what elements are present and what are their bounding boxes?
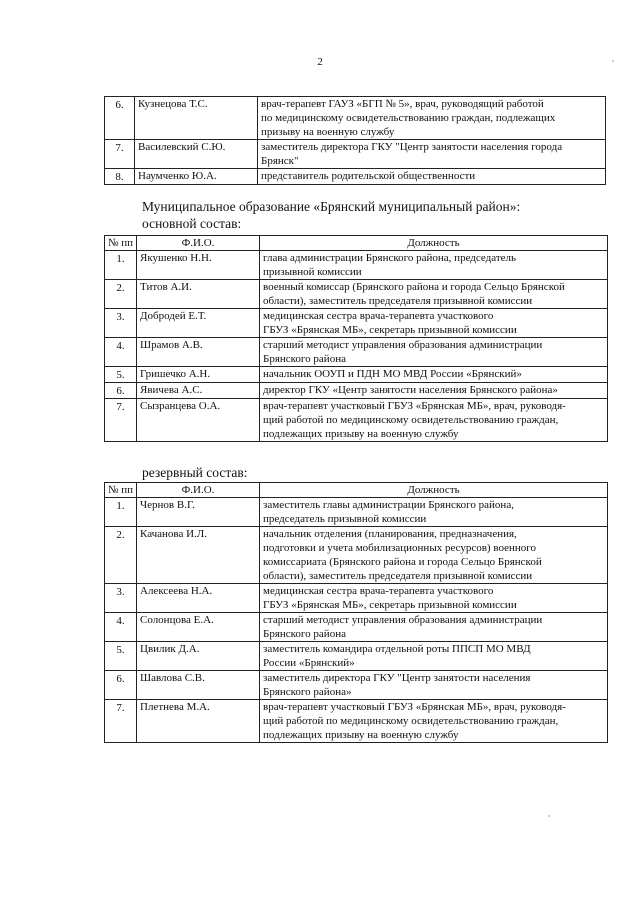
table-header-row <box>105 236 608 251</box>
position-line: медицинская сестра врача-терапевта участкового <box>263 310 494 322</box>
position-line: подготовки и учета мобилизационных ресурсов) военного <box>263 542 536 554</box>
member-position <box>260 613 608 642</box>
member-position <box>258 169 606 185</box>
member-name: Кузнецова Т.С. <box>135 97 258 140</box>
member-name: Качанова И.Л. <box>137 527 260 584</box>
member-position <box>260 527 608 584</box>
page-number: 2 <box>317 56 323 68</box>
position-line: старший методист управления образования администрации <box>263 614 543 626</box>
member-name: Шавлова С.В. <box>137 671 260 700</box>
header-number: № пп <box>105 483 137 498</box>
header-position: Должность <box>260 236 608 251</box>
row-number: 6. <box>105 671 137 700</box>
member-position <box>260 399 608 442</box>
member-position <box>260 367 608 383</box>
member-position <box>260 642 608 671</box>
member-position <box>258 140 606 169</box>
member-name: Сызранцева О.А. <box>137 399 260 442</box>
row-number: 5. <box>105 367 137 383</box>
member-name: Наумченко Ю.А. <box>135 169 258 185</box>
section-heading-line1: Муниципальное образование «Брянский муниципальный район»: <box>142 199 521 214</box>
row-number: 7. <box>105 399 137 442</box>
table-row <box>105 527 608 584</box>
position-line: заместитель директора ГКУ "Центр занятости населения города <box>261 141 563 153</box>
position-line: подлежащих призыву на военную службу <box>263 729 459 741</box>
member-name: Цвилик Д.А. <box>137 642 260 671</box>
member-position <box>260 280 608 309</box>
row-number: 1. <box>105 498 137 527</box>
position-line: медицинская сестра врача-терапевта участкового <box>263 585 494 597</box>
table-row <box>105 280 608 309</box>
table-row <box>105 97 606 140</box>
position-line: Брянского района» <box>263 686 352 698</box>
table-row <box>105 309 608 338</box>
table-row <box>105 700 608 743</box>
member-name: Солонцова Е.А. <box>137 613 260 642</box>
position-line: начальник отделения (планирования, предназначения, <box>263 528 517 540</box>
position-line: подлежащих призыву на военную службу <box>263 428 459 440</box>
table-row <box>105 671 608 700</box>
header-name: Ф.И.О. <box>137 236 260 251</box>
continued-members-table <box>104 96 606 185</box>
position-line: России «Брянский» <box>263 657 355 669</box>
position-line: директор ГКУ «Центр занятости населения Брянского района» <box>263 384 558 396</box>
row-number: 1. <box>105 251 137 280</box>
table-row <box>105 584 608 613</box>
member-position <box>260 309 608 338</box>
reserve-composition-table <box>104 482 608 743</box>
member-name: Явичева А.С. <box>137 383 260 399</box>
table-row <box>105 338 608 367</box>
position-line: области), заместитель председателя призывной комиссии <box>263 570 533 582</box>
position-line: области), заместитель председателя призывной комиссии <box>263 295 533 307</box>
position-line: заместитель командира отдельной роты ППСП МО МВД <box>263 643 531 655</box>
table-row <box>105 642 608 671</box>
position-line: призывной комиссии <box>263 266 362 278</box>
member-name: Добродей Е.Т. <box>137 309 260 338</box>
position-line: врач-терапевт ГАУЗ «БГП № 5», врач, руководящий работой <box>261 98 544 110</box>
position-line: Брянск" <box>261 155 299 167</box>
row-number: 6. <box>105 97 135 140</box>
position-line: Брянского района <box>263 628 346 640</box>
table-row <box>105 399 608 442</box>
section-heading-line2: основной состав: <box>142 216 242 231</box>
header-number: № пп <box>105 236 137 251</box>
position-line: щий работой по медицинскому освидетельствованию граждан, <box>263 414 559 426</box>
row-number: 3. <box>105 584 137 613</box>
table-row <box>105 498 608 527</box>
row-number: 4. <box>105 613 137 642</box>
member-name: Плетнева М.А. <box>137 700 260 743</box>
row-number: 6. <box>105 383 137 399</box>
position-line: представитель родительской общественности <box>261 170 476 182</box>
row-number: 2. <box>105 280 137 309</box>
position-line: ГБУЗ «Брянская МБ», секретарь призывной комиссии <box>263 599 517 611</box>
row-number: 3. <box>105 309 137 338</box>
member-position <box>260 251 608 280</box>
position-line: врач-терапевт участковый ГБУЗ «Брянская МБ», врач, руководя- <box>263 400 566 412</box>
member-position <box>260 338 608 367</box>
position-line: председатель призывной комиссии <box>263 513 427 525</box>
member-name: Якушенко Н.Н. <box>137 251 260 280</box>
position-line: призыву на военную службу <box>261 126 395 138</box>
main-composition-table <box>104 235 608 442</box>
member-position <box>260 498 608 527</box>
table-row <box>105 169 606 185</box>
position-line: врач-терапевт участковый ГБУЗ «Брянская МБ», врач, руководя- <box>263 701 566 713</box>
scan-speck <box>548 815 550 817</box>
member-name: Алексеева Н.А. <box>137 584 260 613</box>
row-number: 7. <box>105 700 137 743</box>
member-position <box>260 700 608 743</box>
position-line: по медицинскому освидетельствованию граждан, подлежащих <box>261 112 556 124</box>
member-name: Чернов В.Г. <box>137 498 260 527</box>
position-line: начальник ООУП и ПДН МО МВД России «Брянский» <box>263 368 522 380</box>
member-position <box>260 584 608 613</box>
position-line: заместитель директора ГКУ "Центр занятости населения <box>263 672 531 684</box>
row-number: 8. <box>105 169 135 185</box>
scan-speck <box>612 60 614 62</box>
position-line: Брянского района <box>263 353 346 365</box>
reserve-heading: резервный состав: <box>142 465 248 480</box>
section-heading-municipality <box>142 198 520 232</box>
member-name: Шрамов А.В. <box>137 338 260 367</box>
member-position <box>260 383 608 399</box>
member-position <box>258 97 606 140</box>
row-number: 7. <box>105 140 135 169</box>
member-name: Василевский С.Ю. <box>135 140 258 169</box>
position-line: глава администрации Брянского района, председатель <box>263 252 517 264</box>
position-line: заместитель главы администрации Брянского района, <box>263 499 514 511</box>
table-row <box>105 383 608 399</box>
member-position <box>260 671 608 700</box>
position-line: щий работой по медицинскому освидетельствованию граждан, <box>263 715 559 727</box>
header-name: Ф.И.О. <box>137 483 260 498</box>
position-line: ГБУЗ «Брянская МБ», секретарь призывной комиссии <box>263 324 517 336</box>
row-number: 4. <box>105 338 137 367</box>
table-row <box>105 251 608 280</box>
table-row <box>105 367 608 383</box>
table-header-row <box>105 483 608 498</box>
member-name: Титов А.И. <box>137 280 260 309</box>
row-number: 5. <box>105 642 137 671</box>
row-number: 2. <box>105 527 137 584</box>
table-row <box>105 140 606 169</box>
position-line: военный комиссар (Брянского района и города Сельцо Брянской <box>263 281 565 293</box>
position-line: старший методист управления образования администрации <box>263 339 543 351</box>
member-name: Гришечко А.Н. <box>137 367 260 383</box>
table-row <box>105 613 608 642</box>
position-line: комиссариата (Брянского района и города Сельцо Брянской <box>263 556 542 568</box>
header-position: Должность <box>260 483 608 498</box>
